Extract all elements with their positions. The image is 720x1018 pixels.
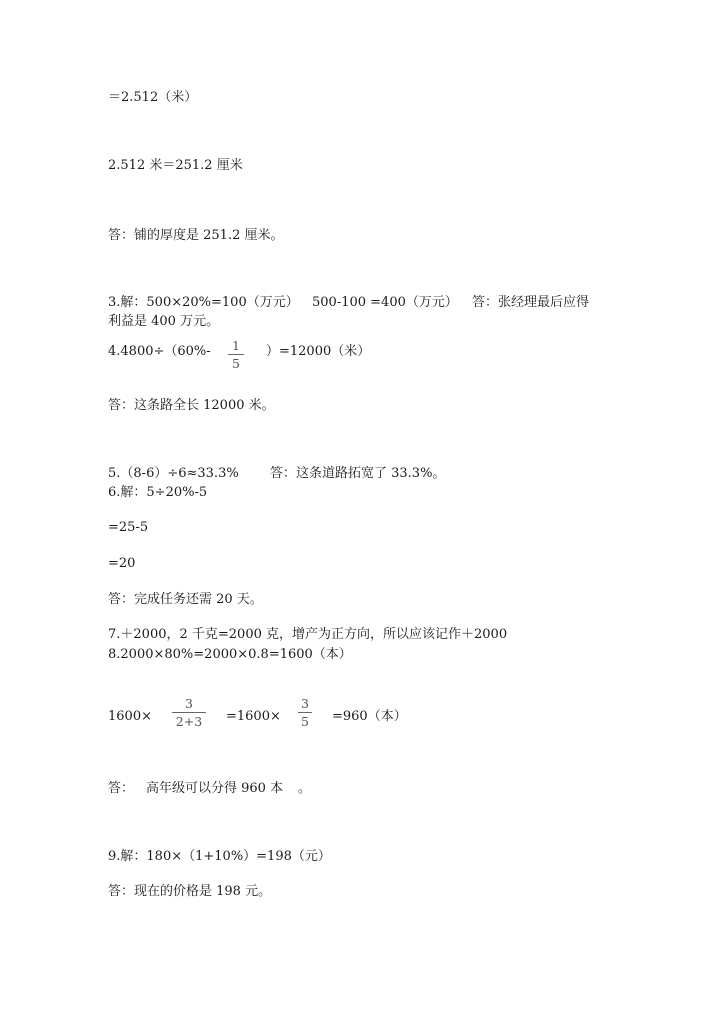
problem-6-step-2: =20 bbox=[108, 556, 136, 571]
problem-8-result: =960（本） bbox=[332, 709, 407, 724]
fraction-numerator: 3 bbox=[185, 696, 193, 711]
fraction-numerator: 3 bbox=[301, 696, 309, 711]
problem-9-line: 9.解：180×（1+10%）=198（元） bbox=[108, 849, 331, 864]
answer-line-rice: ＝2.512（米） bbox=[108, 90, 198, 105]
problem-9-answer: 答：现在的价格是 198 元。 bbox=[108, 884, 272, 899]
problem-3-answer-start: 答：张经理最后应得 bbox=[472, 295, 590, 310]
answer-prefix: 答： bbox=[108, 781, 135, 796]
problem-4-answer: 答：这条路全长 12000 米。 bbox=[108, 398, 275, 413]
problem-3-step-1: 3.解：500×20%=100（万元） bbox=[108, 295, 299, 310]
problem-4-left: 4.4800÷（60%- bbox=[108, 344, 211, 359]
answer-line-conversion: 2.512 米＝251.2 厘米 bbox=[108, 158, 243, 173]
problem-8-line: 8.2000×80%=2000×0.8=1600（本） bbox=[108, 647, 352, 662]
fraction-denominator: 5 bbox=[232, 356, 240, 371]
fraction-bar bbox=[172, 712, 206, 713]
answer-text: 高年级可以分得 960 本 bbox=[146, 781, 284, 796]
problem-8-multiplier-1: 1600× bbox=[108, 709, 152, 724]
fraction-denominator: 2+3 bbox=[175, 714, 203, 729]
problem-7-line: 7.＋2000，2 千克=2000 克，增产为正方向，所以应该记作＋2000 bbox=[108, 627, 508, 642]
fraction-bar bbox=[298, 712, 312, 713]
fraction-one-fifth bbox=[228, 338, 244, 371]
fraction-bar bbox=[228, 354, 244, 355]
problem-6-step-1: =25-5 bbox=[108, 520, 149, 535]
problem-5-answer: 答：这条道路拓宽了 33.3%。 bbox=[270, 466, 446, 481]
problem-6-line: 6.解：5÷20%-5 bbox=[108, 485, 208, 500]
problem-3-step-2: 500-100 =400（万元） bbox=[312, 295, 458, 310]
problem-6-answer: 答：完成任务还需 20 天。 bbox=[108, 592, 263, 607]
answer-line-thickness: 答：铺的厚度是 251.2 厘米。 bbox=[108, 228, 284, 243]
answer-period: 。 bbox=[298, 781, 312, 796]
fraction-three-over-two-plus-three bbox=[172, 696, 206, 729]
problem-5-calc: 5.（8-6）÷6≈33.3% bbox=[108, 466, 239, 481]
fraction-denominator: 5 bbox=[301, 714, 309, 729]
problem-8-multiplier-2: =1600× bbox=[226, 709, 281, 724]
problem-4-right: ）=12000（米） bbox=[266, 344, 371, 359]
fraction-three-fifths bbox=[298, 696, 312, 729]
fraction-numerator: 1 bbox=[232, 338, 240, 353]
problem-3-answer-end: 利益是 400 万元。 bbox=[108, 314, 220, 329]
